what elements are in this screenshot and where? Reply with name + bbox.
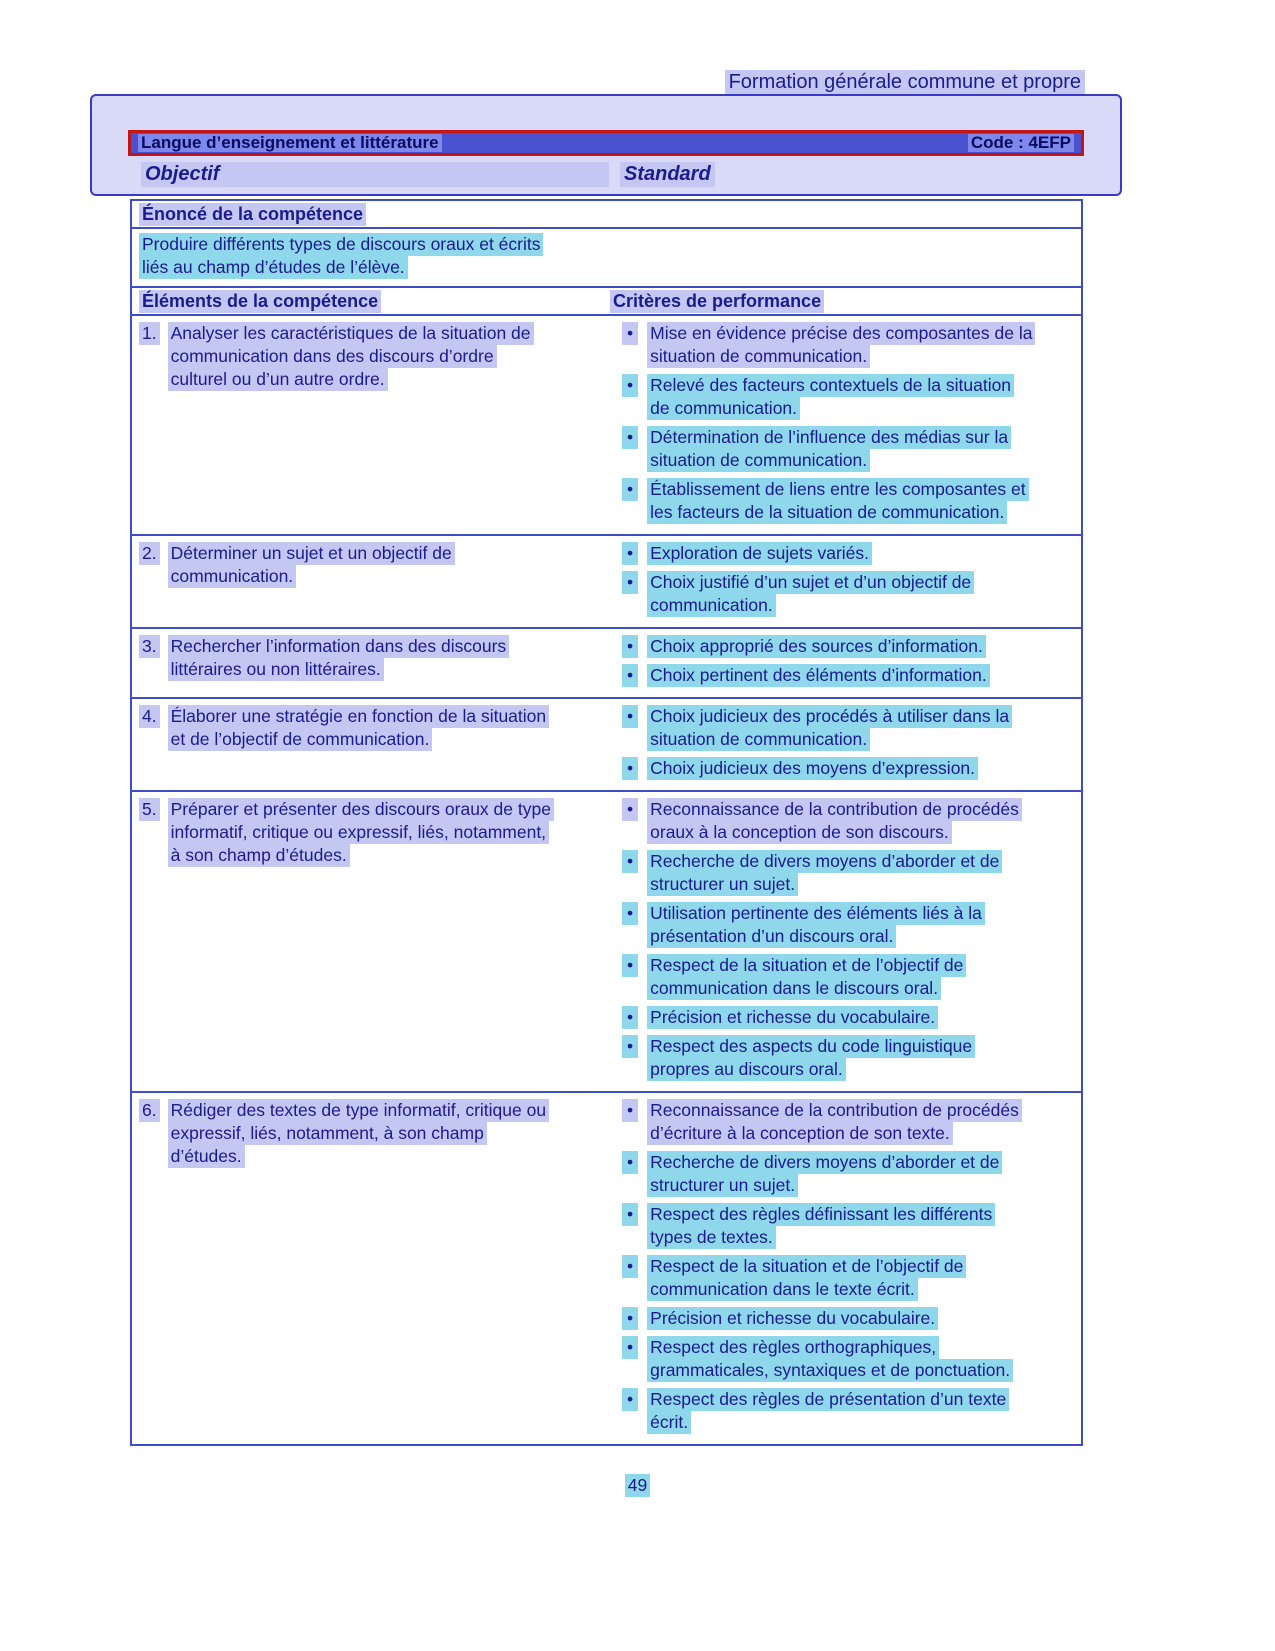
element-text	[168, 1099, 549, 1168]
criterion-text-line: Respect des règles orthographiques,	[647, 1336, 939, 1359]
criterion-item	[610, 1035, 1073, 1081]
criterion-text	[647, 798, 1022, 844]
criterion-text-line: d’écriture à la conception de son texte.	[647, 1122, 953, 1145]
criterion-text	[647, 1307, 938, 1330]
criterion-item	[610, 1151, 1073, 1197]
document-header	[0, 70, 1085, 97]
criterion-item	[610, 1307, 1073, 1330]
element-number: 6.	[139, 1099, 160, 1122]
criterion-text-line: Respect des aspects du code linguistique	[647, 1035, 975, 1058]
banner-title: Langue d’enseignement et littérature	[138, 134, 442, 152]
element-text	[168, 798, 554, 867]
criterion-text-line: situation de communication.	[647, 345, 870, 368]
criterion-text	[647, 954, 966, 1000]
bullet-icon: •	[622, 322, 638, 345]
element-text-line: culturel ou d’un autre ordre.	[168, 368, 388, 391]
criterion-item	[610, 664, 1073, 687]
table-row	[132, 534, 1081, 627]
enonce-text-line: liés au champ d’études de l’élève.	[139, 256, 408, 279]
element-text-line: Analyser les caractéristiques de la situation de	[168, 322, 534, 345]
criterion-text	[647, 374, 1014, 420]
banner-code: Code : 4EFP	[968, 134, 1074, 152]
table-row	[132, 316, 1081, 534]
criterion-text	[647, 1035, 975, 1081]
criterion-item	[610, 374, 1073, 420]
criterion-item	[610, 426, 1073, 472]
criterion-text	[647, 322, 1035, 368]
col-header-elements	[132, 290, 602, 313]
element-text-line: Élaborer une stratégie en fonction de la situation	[168, 705, 550, 728]
document-header-text: Formation générale commune et propre	[725, 70, 1085, 97]
bullet-icon: •	[622, 374, 638, 397]
element-number: 2.	[139, 542, 160, 565]
element-text-line: littéraires ou non littéraires.	[168, 658, 384, 681]
element-text-line: expressif, liés, notamment, à son champ	[168, 1122, 487, 1145]
criterion-item	[610, 1203, 1073, 1249]
bullet-icon: •	[622, 635, 638, 658]
criteria-cell	[602, 1099, 1081, 1434]
element-text	[168, 322, 534, 391]
criterion-item	[610, 798, 1073, 844]
criterion-text	[647, 1099, 1022, 1145]
element-text-line: Rédiger des textes de type informatif, critique ou	[168, 1099, 549, 1122]
banner-box	[90, 94, 1122, 196]
element-text-line: Déterminer un sujet et un objectif de	[168, 542, 455, 565]
criterion-text-line: Recherche de divers moyens d’aborder et de	[647, 850, 1002, 873]
criterion-text	[647, 1255, 966, 1301]
bullet-icon: •	[622, 664, 638, 687]
criterion-text-line: Utilisation pertinente des éléments liés à la	[647, 902, 985, 925]
criterion-text-line: Exploration de sujets variés.	[647, 542, 872, 565]
element-text	[168, 705, 550, 751]
criterion-item	[610, 1099, 1073, 1145]
criterion-text-line: Reconnaissance de la contribution de procédés	[647, 1099, 1022, 1122]
criterion-text	[647, 1151, 1002, 1197]
criterion-text	[647, 1336, 1013, 1382]
element-text-line: communication dans des discours d’ordre	[168, 345, 497, 368]
element-text-line: et de l’objectif de communication.	[168, 728, 433, 751]
criterion-text	[647, 1006, 938, 1029]
criterion-text	[647, 850, 1002, 896]
criteria-cell	[602, 705, 1081, 780]
criterion-text-line: présentation d’un discours oral.	[647, 925, 896, 948]
element-number: 5.	[139, 798, 160, 821]
element-cell	[132, 542, 602, 617]
criterion-text-line: Choix justifié d’un sujet et d’un objectif de	[647, 571, 974, 594]
bullet-icon: •	[622, 705, 638, 728]
criterion-item	[610, 478, 1073, 524]
element-number: 1.	[139, 322, 160, 345]
criterion-item	[610, 571, 1073, 617]
criterion-item	[610, 954, 1073, 1000]
criterion-text-line: Choix approprié des sources d’information.	[647, 635, 986, 658]
criterion-text-line: Établissement de liens entre les composantes et	[647, 478, 1028, 501]
criterion-text-line: Détermination de l’influence des médias sur la	[647, 426, 1011, 449]
criterion-text-line: Choix judicieux des moyens d’expression.	[647, 757, 978, 780]
bullet-icon: •	[622, 1255, 638, 1278]
standard-label: Standard	[620, 162, 715, 187]
bullet-icon: •	[622, 426, 638, 449]
bullet-icon: •	[622, 902, 638, 925]
element-text-line: informatif, critique ou expressif, liés, notamment,	[168, 821, 549, 844]
criterion-item	[610, 1388, 1073, 1434]
criterion-text-line: oraux à la conception de son discours.	[647, 821, 952, 844]
table-header-row	[132, 288, 1081, 316]
criterion-text-line: de communication.	[647, 397, 800, 420]
bullet-icon: •	[622, 1006, 638, 1029]
criterion-text-line: communication dans le texte écrit.	[647, 1278, 918, 1301]
col-header-elements-text: Éléments de la compétence	[139, 290, 381, 313]
element-cell	[132, 635, 602, 687]
competence-table	[130, 286, 1083, 1446]
criterion-text-line: les facteurs de la situation de communication.	[647, 501, 1007, 524]
element-text	[168, 635, 510, 681]
criterion-text-line: structurer un sujet.	[647, 873, 798, 896]
element-text-line: Rechercher l’information dans des discours	[168, 635, 510, 658]
criteria-cell	[602, 322, 1081, 524]
criterion-text-line: Respect de la situation et de l’objectif de	[647, 954, 966, 977]
element-cell	[132, 798, 602, 1081]
enonce-table	[130, 199, 1083, 288]
criterion-text-line: communication.	[647, 594, 776, 617]
criterion-text-line: structurer un sujet.	[647, 1174, 798, 1197]
page-footer	[0, 1474, 1275, 1497]
criterion-text	[647, 635, 986, 658]
element-text-line: communication.	[168, 565, 297, 588]
element-number: 3.	[139, 635, 160, 658]
criterion-text	[647, 426, 1011, 472]
criterion-item	[610, 1336, 1073, 1382]
bullet-icon: •	[622, 1099, 638, 1122]
bullet-icon: •	[622, 1035, 638, 1058]
criterion-text-line: Choix judicieux des procédés à utiliser dans la	[647, 705, 1012, 728]
table-row	[132, 790, 1081, 1091]
bullet-icon: •	[622, 478, 638, 501]
criterion-text	[647, 902, 985, 948]
enonce-header	[132, 201, 1081, 229]
criterion-text-line: Mise en évidence précise des composantes de la	[647, 322, 1035, 345]
bullet-icon: •	[622, 798, 638, 821]
criterion-text-line: communication dans le discours oral.	[647, 977, 941, 1000]
bullet-icon: •	[622, 571, 638, 594]
element-text-line: à son champ d’études.	[168, 844, 350, 867]
objectif-label: Objectif	[141, 162, 609, 187]
bullet-icon: •	[622, 850, 638, 873]
criterion-text	[647, 664, 990, 687]
banner-bar	[128, 130, 1084, 156]
criterion-text-line: types de textes.	[647, 1226, 776, 1249]
element-text-line: Préparer et présenter des discours oraux de type	[168, 798, 554, 821]
criterion-item	[610, 757, 1073, 780]
criterion-text-line: propres au discours oral.	[647, 1058, 846, 1081]
criterion-item	[610, 635, 1073, 658]
criterion-text	[647, 478, 1028, 524]
criteria-cell	[602, 798, 1081, 1081]
criterion-item	[610, 850, 1073, 896]
enonce-text	[132, 229, 1081, 286]
criteria-cell	[602, 635, 1081, 687]
criterion-text-line: Respect des règles de présentation d’un texte	[647, 1388, 1009, 1411]
criterion-text-line: Respect des règles définissant les différents	[647, 1203, 995, 1226]
element-text-line: d’études.	[168, 1145, 245, 1168]
criterion-text-line: écrit.	[647, 1411, 691, 1434]
criterion-text-line: Respect de la situation et de l’objectif de	[647, 1255, 966, 1278]
element-number: 4.	[139, 705, 160, 728]
criterion-text-line: Précision et richesse du vocabulaire.	[647, 1006, 938, 1029]
criterion-item	[610, 542, 1073, 565]
criterion-text	[647, 1203, 995, 1249]
element-cell	[132, 322, 602, 524]
criterion-item	[610, 902, 1073, 948]
bullet-icon: •	[622, 1203, 638, 1226]
bullet-icon: •	[622, 1388, 638, 1411]
criterion-text-line: Choix pertinent des éléments d’information.	[647, 664, 990, 687]
element-cell	[132, 705, 602, 780]
criterion-text	[647, 542, 872, 565]
criterion-text-line: Reconnaissance de la contribution de procédés	[647, 798, 1022, 821]
element-cell	[132, 1099, 602, 1434]
criterion-text	[647, 1388, 1009, 1434]
bullet-icon: •	[622, 757, 638, 780]
bullet-icon: •	[622, 1336, 638, 1359]
criterion-text	[647, 757, 978, 780]
bullet-icon: •	[622, 1307, 638, 1330]
criterion-text-line: Précision et richesse du vocabulaire.	[647, 1307, 938, 1330]
bullet-icon: •	[622, 1151, 638, 1174]
criterion-text-line: situation de communication.	[647, 728, 870, 751]
criterion-text-line: situation de communication.	[647, 449, 870, 472]
criterion-item	[610, 1255, 1073, 1301]
criterion-item	[610, 1006, 1073, 1029]
criterion-text-line: Relevé des facteurs contextuels de la situation	[647, 374, 1014, 397]
criterion-item	[610, 322, 1073, 368]
criterion-item	[610, 705, 1073, 751]
criteria-cell	[602, 542, 1081, 617]
table-row	[132, 1091, 1081, 1444]
table-rows	[132, 316, 1081, 1444]
bullet-icon: •	[622, 542, 638, 565]
element-text	[168, 542, 455, 588]
enonce-header-text: Énoncé de la compétence	[139, 203, 366, 226]
bullet-icon: •	[622, 954, 638, 977]
col-header-criteres	[602, 290, 1081, 313]
table-row	[132, 627, 1081, 697]
criterion-text-line: Recherche de divers moyens d’aborder et de	[647, 1151, 1002, 1174]
criterion-text-line: grammaticales, syntaxiques et de ponctuation.	[647, 1359, 1013, 1382]
page-number: 49	[625, 1474, 650, 1497]
criterion-text	[647, 571, 974, 617]
table-row	[132, 697, 1081, 790]
enonce-text-line: Produire différents types de discours oraux et écrits	[139, 233, 543, 256]
criterion-text	[647, 705, 1012, 751]
col-header-criteres-text: Critères de performance	[610, 290, 824, 313]
